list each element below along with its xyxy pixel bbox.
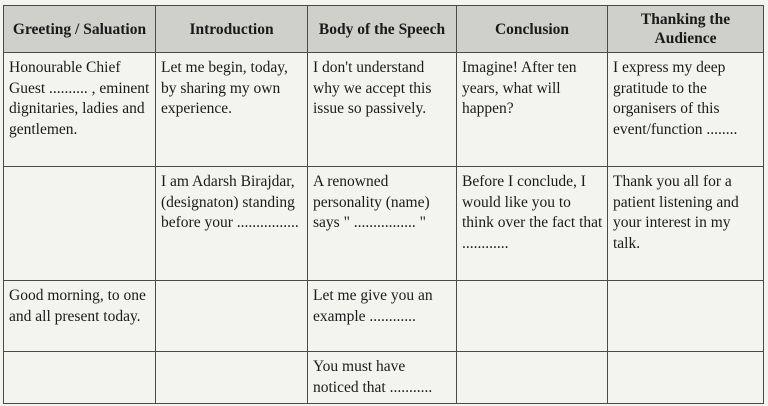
cell-greeting [4, 167, 156, 281]
header-greeting: Greeting / Saluation [4, 6, 156, 53]
header-introduction: Introduction [156, 6, 308, 53]
table-row [4, 53, 764, 167]
cell-thanking [608, 352, 764, 404]
table-row [4, 281, 764, 352]
header-thanking: Thanking the Audience [608, 6, 764, 53]
header-conclusion: Conclusion [457, 6, 608, 53]
cell-greeting: Honourable Chief Guest .......... , eminent dignitaries, ladies and gentlemen. [4, 53, 156, 167]
table-row [4, 352, 764, 404]
cell-thanking [608, 281, 764, 352]
cell-conclusion [457, 352, 608, 404]
cell-introduction: Let me begin, today, by sharing my own experience. [156, 53, 308, 167]
cell-introduction: I am Adarsh Birajdar, (designaton) standing before your ................ [156, 167, 308, 281]
cell-body: I don't understand why we accept this issue so passively. [308, 53, 457, 167]
cell-body: You must have noticed that ........... [308, 352, 457, 404]
header-body: Body of the Speech [308, 6, 457, 53]
cell-conclusion: Imagine! After ten years, what will happen? [457, 53, 608, 167]
speech-structure-table [3, 5, 764, 404]
table-header-row [4, 6, 764, 53]
cell-greeting [4, 352, 156, 404]
cell-greeting: Good morning, to one and all present today. [4, 281, 156, 352]
cell-introduction [156, 352, 308, 404]
cell-introduction [156, 281, 308, 352]
cell-conclusion: Before I conclude, I would like you to think over the fact that ............ [457, 167, 608, 281]
table-row [4, 167, 764, 281]
cell-thanking: Thank you all for a patient listening and your interest in my talk. [608, 167, 764, 281]
cell-thanking: I express my deep gratitude to the organisers of this event/function ........ [608, 53, 764, 167]
cell-conclusion [457, 281, 608, 352]
cell-body: Let me give you an example ............ [308, 281, 457, 352]
cell-body: A renowned personality (name) says " ................ " [308, 167, 457, 281]
